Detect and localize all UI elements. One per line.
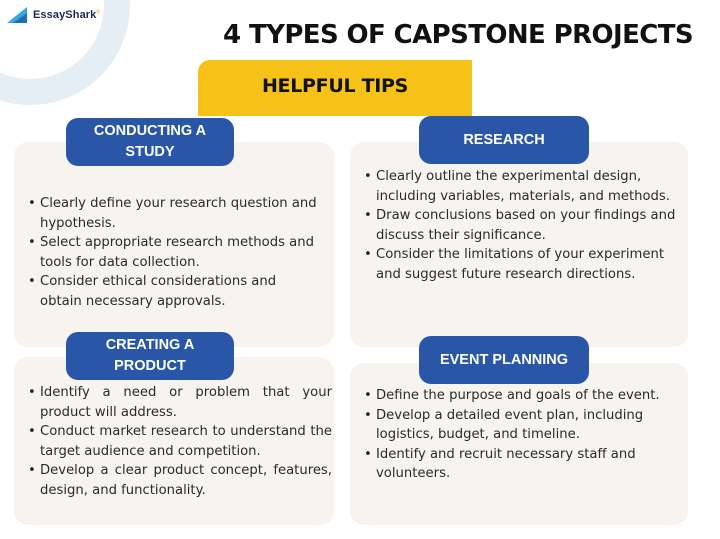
list-item: • Draw conclusions based on your findings and discuss their significance. xyxy=(364,208,676,243)
tips-list-research xyxy=(364,167,680,285)
tips-list-creating-product xyxy=(28,383,332,501)
list-item: • Conduct market research to understand the target audience and competition. xyxy=(28,424,332,459)
list-item: • Identify and recruit necessary staff and volunteers. xyxy=(364,446,636,482)
logo-registered-mark: ® xyxy=(96,9,101,16)
logo-name: EssayShark xyxy=(33,9,97,21)
banner-label: HELPFUL TIPS xyxy=(261,75,409,97)
list-item: • Select appropriate research methods and tools for data collection. xyxy=(28,235,314,270)
list-item: • Consider ethical considerations and obtain necessary approvals. xyxy=(28,274,277,309)
list-item: • Clearly define your research question and hypothesis. xyxy=(28,196,317,231)
essayshark-logo[interactable] xyxy=(6,6,100,24)
section-title-line1: CREATING A xyxy=(105,337,195,353)
list-item: • Define the purpose and goals of the event. xyxy=(364,388,660,403)
section-title-research xyxy=(419,116,589,164)
tips-list-conducting-study xyxy=(28,194,320,312)
list-item: • Identify a need or problem that your product will address. xyxy=(28,385,332,420)
section-title-creating-product xyxy=(66,332,234,380)
section-title-event-planning xyxy=(419,336,589,384)
section-title-line2: STUDY xyxy=(125,144,175,160)
tips-list-event-planning xyxy=(364,386,674,484)
list-item: • Clearly outline the experimental design, including variables, materials, and methods. xyxy=(364,169,670,204)
section-title-line1: CONDUCTING A xyxy=(93,123,207,139)
helpful-tips-banner xyxy=(198,60,472,116)
list-item: • Develop a clear product concept, features, design, and functionality. xyxy=(28,463,332,498)
section-title-line2: PRODUCT xyxy=(114,358,186,374)
section-title-text: EVENT PLANNING xyxy=(439,351,569,368)
list-item: • Consider the limitations of your experiment and suggest future research directions. xyxy=(364,247,665,282)
section-title-text: RESEARCH xyxy=(463,131,545,148)
page-title: 4 TYPES OF CAPSTONE PROJECTS xyxy=(223,20,693,50)
section-title-conducting-study xyxy=(66,118,234,166)
list-item: • Develop a detailed event plan, including logistics, budget, and timeline. xyxy=(364,407,644,443)
shark-fin-icon xyxy=(6,6,28,24)
